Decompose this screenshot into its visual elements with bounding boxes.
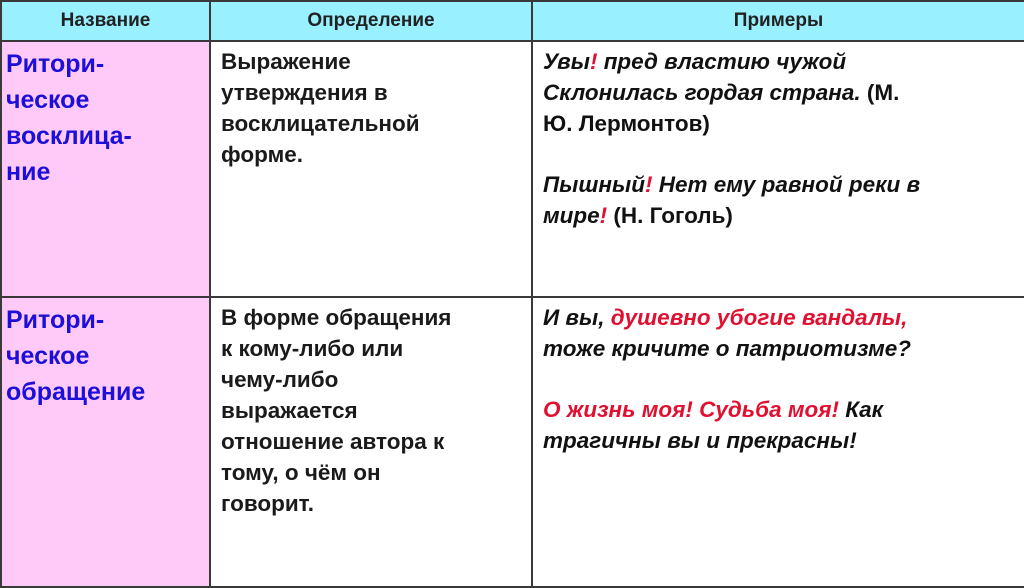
term-examples — [532, 41, 1024, 297]
example-highlight: ! — [589, 49, 598, 74]
example-text: Как трагичны вы и прекрасны! — [543, 397, 883, 453]
example — [543, 169, 1018, 231]
header-name: Название — [1, 1, 210, 41]
example-highlight: душевно убогие вандалы, — [610, 305, 908, 330]
example-text: пред властию чужой Склонилась гордая страна. — [543, 49, 861, 105]
example-author: (М. Ю. Лермонтов) — [543, 80, 900, 136]
example — [543, 46, 1018, 139]
example-text: тоже кричите о патриотизме? — [543, 336, 912, 361]
example-highlight: ! — [599, 203, 608, 228]
term-examples — [532, 297, 1024, 587]
example — [543, 394, 1018, 456]
header-examples: Примеры — [532, 1, 1024, 41]
example-text: Пышный — [543, 172, 645, 197]
table-row — [1, 297, 1024, 587]
example — [543, 302, 1018, 364]
example-text: И вы, — [543, 305, 611, 330]
table-header-row — [1, 1, 1024, 41]
example-author: (Н. Гоголь) — [607, 203, 733, 228]
example-text: Увы — [543, 49, 590, 74]
term-definition: Выражение утверждения в восклицательной форме. — [210, 41, 532, 297]
term-name: Ритори- ческое восклица- ние — [1, 41, 210, 297]
example-highlight: ! — [644, 172, 653, 197]
table-row — [1, 41, 1024, 297]
term-definition: В форме обращения к кому-либо или чему-либо выражается отношение автора к тому, о чём он говорит. — [210, 297, 532, 587]
header-definition: Определение — [210, 1, 532, 41]
term-name: Ритори- ческое обращение — [1, 297, 210, 587]
example-highlight: О жизнь моя! Судьба моя! — [543, 397, 839, 422]
example-text: Нет ему равной реки в мире — [543, 172, 921, 228]
